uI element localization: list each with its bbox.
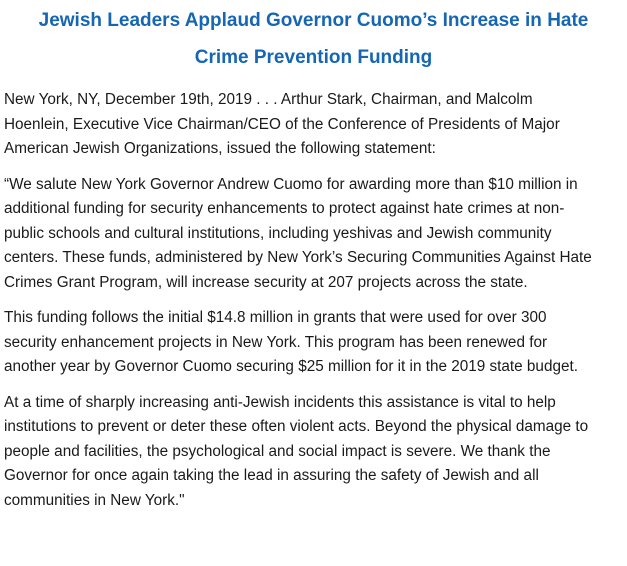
paragraph-line: “We salute New York Governor Andrew Cuomo for awarding more than $10 million in (4, 175, 578, 193)
paragraph-line: At a time of sharply increasing anti-Jewish incidents this assistance is vital to help (4, 393, 556, 411)
statement-paragraph-1 (4, 173, 626, 296)
paragraph-line: additional funding for security enhancements to protect against hate crimes at non- (4, 200, 565, 217)
dateline-paragraph (4, 88, 626, 162)
paragraph-line: Crimes Grant Program, will increase security at 207 projects across the state. (4, 273, 528, 291)
headline-line-1: Jewish Leaders Applaud Governor Cuomo’s Increase in Hate (38, 10, 589, 31)
statement-paragraph-3 (4, 391, 626, 514)
paragraph-line: centers. These funds, administered by New York’s Securing Communities Against Hate (4, 249, 592, 266)
paragraph-line: people and facilities, the psychological and social impact is severe. We thank the (4, 442, 551, 460)
paragraph-line: institutions to prevent or deter these often violent acts. Beyond the physical damage to (4, 418, 589, 435)
paragraph-line: communities in New York." (4, 491, 185, 509)
paragraph-line: another year by Governor Cuomo securing $25 million for it in the 2019 state budget. (4, 358, 578, 375)
article-body (4, 88, 626, 524)
paragraph-line: security enhancement projects in New York. This program has been renewed for (4, 333, 548, 351)
headline-line-2: Crime Prevention Funding (194, 47, 433, 68)
paragraph-line: New York, NY, December 19th, 2019 . . . Arthur Stark, Chairman, and Malcolm (4, 91, 533, 108)
paragraph-line: public schools and cultural institutions, including yeshivas and Jewish community (4, 224, 552, 242)
paragraph-line: Hoenlein, Executive Vice Chairman/CEO of the Conference of Presidents of Major (4, 115, 560, 133)
headline (0, 2, 627, 76)
statement-paragraph-2 (4, 306, 626, 380)
paragraph-line: This funding follows the initial $14.8 million in grants that were used for over 300 (4, 309, 547, 326)
paragraph-line: Governor for once again taking the lead in assuring the safety of Jewish and all (4, 467, 539, 484)
paragraph-line: American Jewish Organizations, issued the following statement: (4, 140, 436, 157)
